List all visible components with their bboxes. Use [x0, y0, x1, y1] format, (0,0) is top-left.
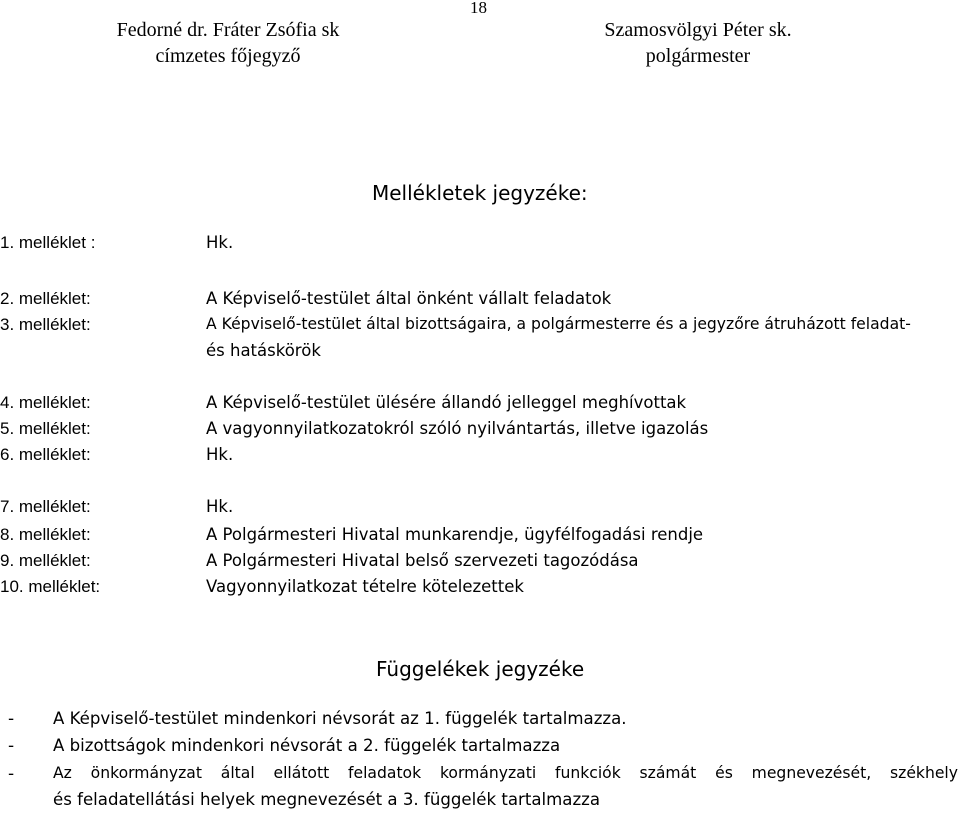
signature-right-title: polgármester — [645, 45, 751, 67]
annex-number: 1. melléklet : — [0, 233, 96, 252]
annex-title: A Polgármesteri Hivatal munkarendje, ügyfélfogadási rendje — [206, 525, 704, 544]
annex-title-continuation: és hatáskörök — [206, 341, 321, 360]
bullet-dash: - — [8, 736, 15, 756]
signature-left — [60, 17, 396, 69]
signature-right-name: Szamosvölgyi Péter sk. — [604, 19, 792, 41]
annex-title: Hk. — [206, 233, 234, 252]
annex-number: 9. melléklet: — [0, 551, 91, 570]
annex-title: Vagyonnyilatkozat tételre kötelezettek — [206, 577, 524, 596]
annex-number: 8. melléklet: — [0, 525, 91, 544]
annex-number: 7. melléklet: — [0, 497, 91, 516]
appendix-item: A bizottságok mindenkori névsorát a 2. függelék tartalmazza — [53, 736, 561, 755]
appendix-item: A Képviselő-testület mindenkori névsorát az 1. függelék tartalmazza. — [53, 709, 627, 728]
annex-number: 10. melléklet: — [0, 577, 101, 596]
appendix-item-continuation: és feladatellátási helyek megnevezését a 3. függelék tartalmazza — [53, 790, 601, 809]
annex-title: Hk. — [206, 497, 234, 516]
appendix-list-heading: Függelékek jegyzéke — [376, 657, 585, 681]
annex-title: A Képviselő-testület által önként vállalt feladatok — [206, 289, 612, 308]
annex-title: A Képviselő-testület által bizottságaira, a polgármesterre és a jegyzőre átruházott feladat- — [206, 315, 911, 333]
bullet-dash: - — [8, 764, 15, 784]
annex-title: A Polgármesteri Hivatal belső szervezeti tagozódása — [206, 551, 639, 570]
annex-title: A Képviselő-testület ülésére állandó jelleggel meghívottak — [206, 393, 687, 412]
signature-left-name: Fedorné dr. Fráter Zsófia sk — [116, 19, 340, 41]
bullet-dash: - — [8, 709, 15, 729]
annex-title: A vagyonnyilatkozatokról szóló nyilvántartás, illetve igazolás — [206, 419, 709, 438]
annex-number: 4. melléklet: — [0, 393, 91, 412]
annex-number: 2. melléklet: — [0, 289, 91, 308]
annex-number: 3. melléklet: — [0, 315, 91, 334]
annex-title: Hk. — [206, 445, 234, 464]
annex-number: 5. melléklet: — [0, 419, 91, 438]
page-number: 18 — [470, 0, 487, 17]
signature-right — [550, 17, 846, 69]
annex-list-heading: Mellékletek jegyzéke: — [372, 181, 588, 205]
annex-number: 6. melléklet: — [0, 445, 91, 464]
signature-left-title: címzetes főjegyző — [155, 45, 301, 67]
appendix-item: Az önkormányzat által ellátott feladatok kormányzati funkciók számát és megnevezését, székhely — [53, 764, 958, 782]
